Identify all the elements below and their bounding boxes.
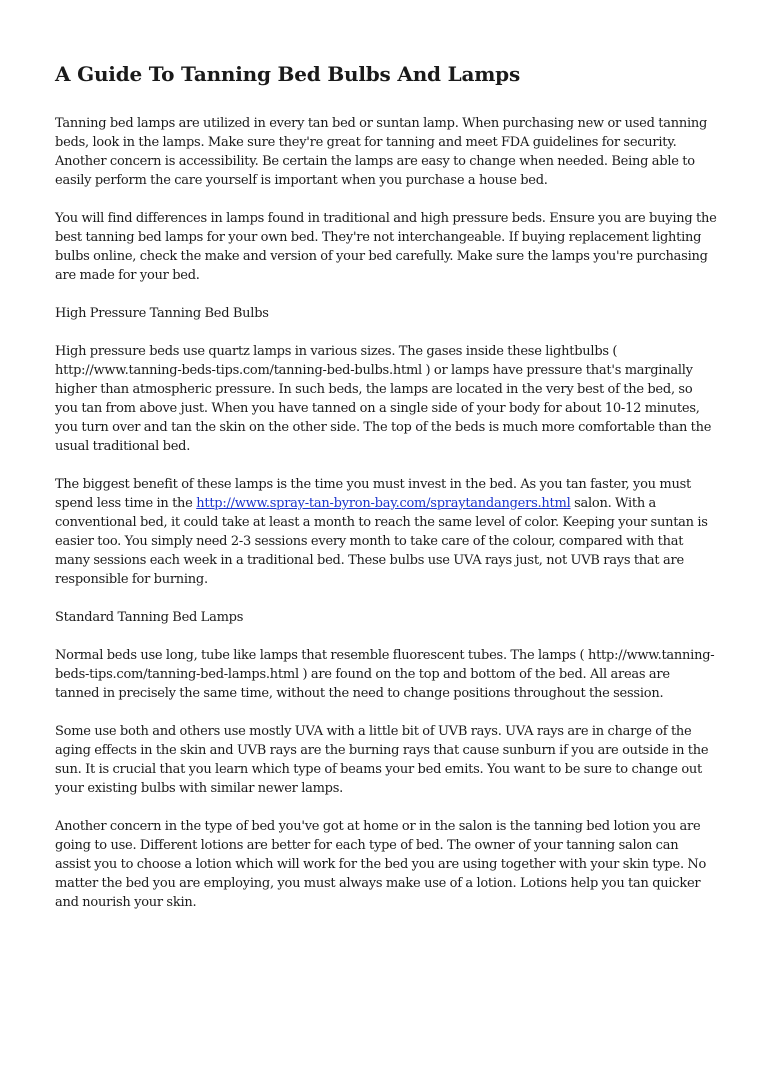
- document-title: A Guide To Tanning Bed Bulbs And Lamps: [55, 62, 521, 86]
- document-page: [55, 60, 717, 931]
- paragraph-differences: You will find differences in lamps found in traditional and high pressure beds. Ensure you are buying the best tanning bed lamps for your own bed. They're not interchangeable. If buying replacement lighting bulbs online, check the make and version of your bed carefully. Make sure the lamps you're purchasing are made for your bed.: [55, 211, 717, 283]
- spray-tan-link[interactable]: http://www.spray-tan-byron-bay.com/spraytandangers.html: [196, 496, 571, 511]
- paragraph-benefit-text-after: salon. With a conventional bed, it could take at least a month to reach the same level of color. Keeping your suntan is easier too. You simply need 2-3 sessions every month to take care of the colour, compared with that many sessions each week in a traditional bed. These bulbs use UVA rays just, not UVB rays that are responsible for burning.: [55, 496, 708, 587]
- paragraph-lotion: Another concern in the type of bed you've got at home or in the salon is the tanning bed lotion you are going to use. Different lotions are better for each type of bed. The owner of your tanning salon can assist you to choose a lotion which will work for the bed you are using together with your skin type. No matter the bed you are employing, you must always make use of a lotion. Lotions help you tan quicker and nourish your skin.: [55, 819, 707, 910]
- paragraph-high-pressure: High pressure beds use quartz lamps in various sizes. The gases inside these lightbulbs ( http://www.tanning-beds-tips.com/tanning-bed-bulbs.html ) or lamps have pressure that's marginally higher than atmospheric pressure. In such beds, the lamps are located in the very best of the bed, so you tan from above just. When you have tanned on a single side of your body for about 10-12 minutes, you turn over and tan the skin on the other side. The top of the beds is much more comfortable than the usual traditional bed.: [55, 344, 712, 454]
- paragraph-benefit: [55, 475, 717, 589]
- paragraph-intro: Tanning bed lamps are utilized in every tan bed or suntan lamp. When purchasing new or used tanning beds, look in the lamps. Make sure they're great for tanning and meet FDA guidelines for security. Another concern is accessibility. Be certain the lamps are easy to change when needed. Being able to easily perform the care yourself is important when you purchase a house bed.: [55, 116, 708, 188]
- section-heading-high-pressure: High Pressure Tanning Bed Bulbs: [55, 306, 269, 321]
- paragraph-uva-uvb: Some use both and others use mostly UVA with a little bit of UVB rays. UVA rays are in charge of the aging effects in the skin and UVB rays are the burning rays that cause sunburn if you are outside in the sun. It is crucial that you learn which type of beams your bed emits. You want to be sure to change out your existing bulbs with similar newer lamps.: [55, 724, 709, 796]
- section-heading-standard: Standard Tanning Bed Lamps: [55, 610, 244, 625]
- paragraph-standard-lamps: Normal beds use long, tube like lamps that resemble fluorescent tubes. The lamps ( http://www.tanning-beds-tips.com/tanning-bed-lamps.html ) are found on the top and bottom of the bed. All areas are tanned in precisely the same time, without the need to change positions throughout the session.: [55, 648, 715, 701]
- paragraph-benefit-text-before: The biggest benefit of these lamps is the time you must invest in the bed. As you tan faster, you must spend less time in the: [55, 477, 691, 511]
